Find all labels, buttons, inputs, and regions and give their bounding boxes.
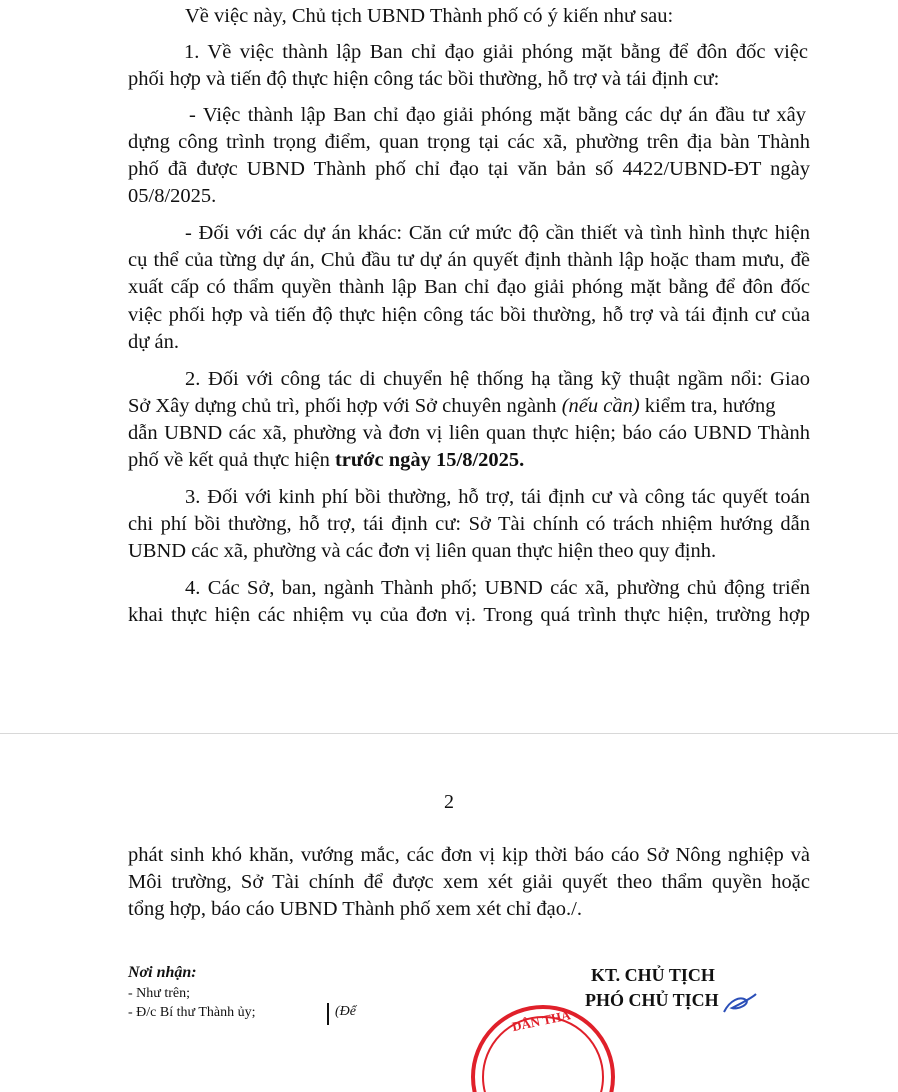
- item2-line2-italic: (nếu cần): [561, 395, 640, 417]
- item1b-line1: - Đối với các dự án khác: Căn cứ mức độ cần thiết và tình hình thực hiện: [185, 222, 810, 244]
- page-number: 2: [444, 791, 454, 813]
- item2-line3: dẫn UBND các xã, phường và đơn vị liên quan thực hiện; báo cáo UBND Thành: [128, 422, 810, 444]
- item1b-line5: dự án.: [128, 331, 179, 353]
- svg-text:DÂN THÀ: DÂN THÀ: [510, 1007, 572, 1035]
- item4-line2: khai thực hiện các nhiệm vụ của đơn vị. Trong quá trình thực hiện, trường hợp: [128, 604, 810, 626]
- cut-line: [327, 1003, 329, 1025]
- item4-line1: 4. Các Sở, ban, ngành Thành phố; UBND các xã, phường chủ động triển: [185, 577, 810, 599]
- item2-deadline: trước ngày 15/8/2025.: [334, 449, 525, 471]
- item1a-line2: dựng công trình trọng điểm, quan trọng tại các xã, phường trên địa bàn Thành: [128, 131, 810, 153]
- signature-subtitle: PHÓ CHỦ TỊCH: [585, 990, 719, 1010]
- signature-stroke-icon: [720, 990, 760, 1020]
- page2-line3: tổng hợp, báo cáo UBND Thành phố xem xét chỉ đạo./.: [128, 898, 582, 920]
- recipients-title: Nơi nhận:: [128, 964, 197, 981]
- page2-line1: phát sinh khó khăn, vướng mắc, các đơn vị kịp thời báo cáo Sở Nông nghiệp và: [128, 844, 810, 866]
- recipient-item: - Như trên;: [128, 986, 191, 1001]
- red-seal-icon: [468, 1002, 618, 1092]
- item1a-line3: phố đã được UBND Thành phố chỉ đạo tại văn bản số 4422/UBND-ĐT ngày: [128, 158, 810, 180]
- item2-line4: [128, 447, 524, 473]
- item3-line3: UBND các xã, phường và các đơn vị liên quan thực hiện theo quy định.: [128, 540, 717, 562]
- item1b-line2: cụ thể của từng dự án, Chủ đầu tư dự án quyết định thành lập hoặc tham mưu, đề: [128, 249, 810, 271]
- page-separator: [0, 733, 898, 734]
- item2-line1: 2. Đối với công tác di chuyển hệ thống hạ tầng kỹ thuật ngầm nổi: Giao: [185, 368, 810, 390]
- recipient-item: - Đ/c Bí thư Thành ủy;: [128, 1005, 256, 1020]
- page2-line2: Môi trường, Sở Tài chính để được xem xét giải quyết theo thẩm quyền hoặc: [128, 871, 810, 893]
- item2-line2-text-a: Sở Xây dựng chủ trì, phối hợp với Sở chuyên ngành: [128, 395, 562, 417]
- partial-note: (Để: [335, 1004, 356, 1019]
- intro-line: Về việc này, Chủ tịch UBND Thành phố có ý kiến như sau:: [185, 5, 674, 27]
- item1a-line4: 05/8/2025.: [128, 185, 217, 207]
- item1b-line3: xuất cấp có thẩm quyền thành lập Ban chỉ đạo giải phóng mặt bằng để đôn đốc: [128, 276, 810, 298]
- item3-line1: 3. Đối với kinh phí bồi thường, hỗ trợ, tái định cư và công tác quyết toán: [185, 486, 810, 508]
- item1-line1: 1. Về việc thành lập Ban chỉ đạo giải phóng mặt bằng để đôn đốc việc: [184, 41, 808, 63]
- item1-line2: phối hợp và tiến độ thực hiện công tác bồi thường, hỗ trợ và tái định cư:: [128, 68, 720, 90]
- item2-line4-text: phố về kết quả thực hiện: [128, 449, 335, 471]
- signature-title: KT. CHỦ TỊCH: [591, 965, 715, 985]
- item1b-line4: việc phối hợp và tiến độ thực hiện công tác bồi thường, hỗ trợ và tái định cư của: [128, 304, 810, 326]
- item2-line2-text-b: kiểm tra, hướng: [639, 395, 776, 417]
- item2-line2: [128, 393, 775, 419]
- item1a-line1: - Việc thành lập Ban chỉ đạo giải phóng mặt bằng các dự án đầu tư xây: [189, 104, 806, 126]
- item3-line2: chi phí bồi thường, hỗ trợ, tái định cư: Sở Tài chính có trách nhiệm hướng dẫn: [128, 513, 810, 535]
